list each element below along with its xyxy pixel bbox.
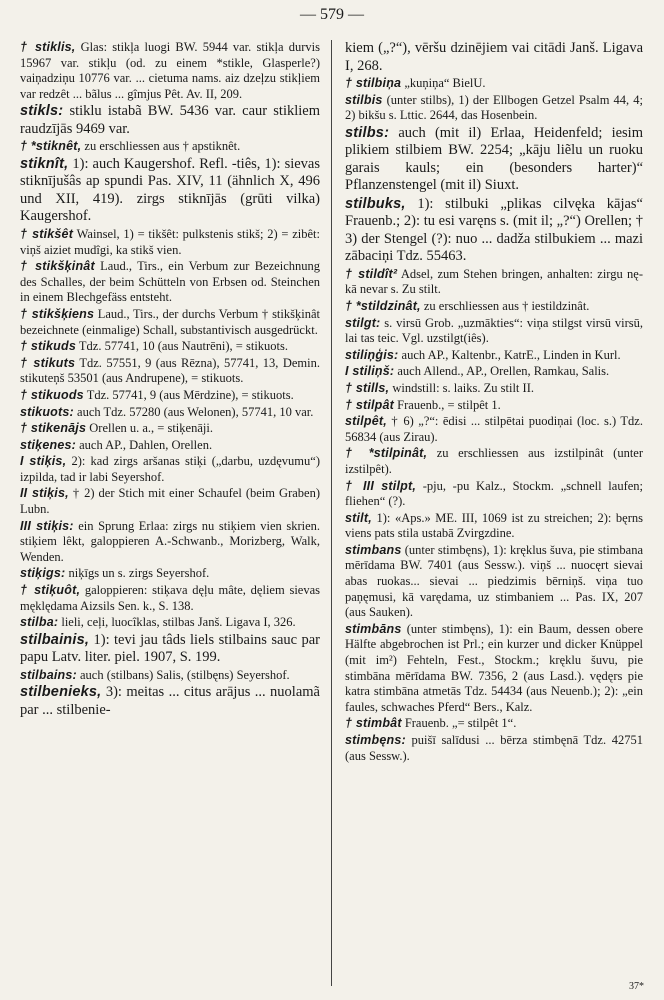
column-divider bbox=[331, 40, 332, 986]
dictionary-entry bbox=[20, 40, 320, 102]
dictionary-entry bbox=[20, 583, 320, 614]
dictionary-entry bbox=[345, 446, 643, 477]
dictionary-entry bbox=[345, 733, 643, 764]
entry-headword: stiliņģis: bbox=[345, 347, 399, 362]
entry-headword: † stildît² bbox=[345, 266, 398, 281]
dictionary-entry bbox=[20, 421, 320, 437]
entry-headword: † stiķuôt, bbox=[20, 583, 81, 598]
dictionary-entry bbox=[345, 364, 643, 380]
dictionary-entry bbox=[20, 454, 320, 485]
dictionary-entry bbox=[20, 339, 320, 355]
entry-headword: stilbis bbox=[345, 92, 383, 107]
entry-headword: stimbęns: bbox=[345, 733, 406, 747]
dictionary-entry bbox=[20, 156, 320, 226]
dictionary-entry bbox=[345, 40, 643, 75]
dictionary-entry bbox=[345, 76, 643, 92]
entry-headword: † III stilpt, bbox=[345, 478, 416, 493]
entry-body: (unter stilbs), 1) der Ellbogen Getzel Psalm 44, 4; 2) bikšu s. Lttic. 2644, das Hosenbein. bbox=[345, 92, 643, 123]
entry-body: 1): auch Kaugershof. Refl. -tiês, 1): sievas stiknījušâs ap spundi Pas. XIV, 11 (ähnlich X, 496 und XII, 419). zirgs stiknījās (grūti vilka) Kaugershof. bbox=[20, 155, 320, 225]
entry-body: † 6) „?“: ēdisi ... stilpētai puodiņai (loc. s.) Tdz. 56834 (aus Zirau). bbox=[345, 414, 643, 444]
dictionary-entry bbox=[345, 299, 643, 315]
entry-body: stiklu istabã BW. 5436 var. caur stikliem raudzījās 9469 var. bbox=[20, 103, 320, 137]
entry-body: puišī salīdusi ... bērza stimbęnā Tdz. 42751 (aus Sessw.). bbox=[345, 733, 643, 763]
entry-body: Wainsel, 1) = tikšêt: pulkstenis stikš; 2) = zibêt: viņš aiziet mudîgi, ka stikš vien. bbox=[20, 226, 320, 257]
entry-body: ein Sprung Erlaa: zirgs nu stiķiem vien skrien. stiķiem lêkt, galoppieren A.-Schwanb., Morizberg, Walk, Wenden. bbox=[20, 518, 321, 564]
entry-body: Frauenb., = stilpêt 1. bbox=[394, 397, 501, 412]
dictionary-entry bbox=[345, 93, 643, 124]
entry-headword: stilbs: bbox=[345, 124, 390, 141]
entry-body: auch Allend., AP., Orellen, Ramkau, Salis. bbox=[394, 364, 610, 379]
entry-body: Laud., Tirs., ein Verbum zur Bezeichnung des Schalles, der beim Schütteln von Erbsen od. Steinchen in einem Blechgefäss entsteht. bbox=[20, 259, 320, 305]
entry-headword: † *stilpinât, bbox=[345, 446, 428, 461]
entry-body: niķīgs un s. zirgs Seyershof. bbox=[65, 566, 210, 581]
entry-headword: stimbāns bbox=[345, 621, 402, 636]
dictionary-entry bbox=[345, 511, 643, 542]
dictionary-entry bbox=[20, 405, 320, 421]
dictionary-entry bbox=[345, 398, 643, 414]
entry-body: (unter stimbęns), 1): kręklus šuva, pie stimbana mērīdama BW. 7401 (aus Sessw.). viņš ... nuocęrt sievai abas ruokas... sievai ... piedzimis bērniņš. viņa tuo paņęmusi, kā varędama, uz stimbaniem ... Pas. IX, 207 (aus Sauken). bbox=[345, 542, 643, 620]
entry-body: „kuņiņa“ BielU. bbox=[401, 76, 486, 90]
entry-headword: † stikenājs bbox=[20, 421, 87, 436]
entry-headword: stikls: bbox=[20, 103, 64, 120]
entry-body: Adsel, zum Stehen bringen, anhalten: zirgu nę-kā nevar s. Zu stilt. bbox=[345, 266, 643, 297]
dictionary-entry bbox=[345, 267, 643, 298]
entry-body: auch AP., Dahlen, Orellen. bbox=[76, 437, 213, 452]
entry-headword: stilbainis, bbox=[20, 631, 90, 648]
entry-headword: I stiķis, bbox=[20, 454, 67, 469]
entry-headword: stilba: bbox=[20, 615, 59, 630]
entry-headword: † stikšķinât bbox=[20, 259, 95, 274]
page-number: — 579 — bbox=[300, 6, 364, 23]
dictionary-entry bbox=[345, 622, 643, 716]
entry-body: Orellen u. a., = stiķenāji. bbox=[86, 421, 213, 436]
entry-headword: III stiķis: bbox=[20, 518, 74, 533]
entry-headword: stikuots: bbox=[20, 404, 74, 419]
dictionary-entry bbox=[345, 543, 643, 621]
entry-headword: † stikuts bbox=[20, 355, 76, 370]
entry-headword: stilgt: bbox=[345, 315, 381, 330]
entry-headword: † stills, bbox=[345, 380, 390, 395]
entry-body: galoppieren: stiķava dęļu mâte, dęliem sievas męklędama Aizsils Sen. k., S. 138. bbox=[20, 583, 320, 613]
entry-body: auch AP., Kaltenbr., KatrE., Linden in Kurl. bbox=[398, 347, 621, 362]
entry-headword: † stikuds bbox=[20, 339, 76, 354]
dictionary-entry bbox=[345, 316, 643, 347]
entry-body: 1): «Aps.» ME. III, 1069 ist zu streichen; 2): bęrns viens pats stila ustabā Zvirgzdine. bbox=[345, 510, 643, 541]
entry-headword: II stiķis, bbox=[20, 486, 69, 501]
entry-body: auch (stilbans) Salis, (stilbęns) Seyershof. bbox=[76, 667, 290, 682]
dictionary-entry bbox=[20, 519, 320, 566]
dictionary-entry bbox=[20, 566, 320, 582]
dictionary-entry bbox=[20, 388, 320, 404]
dictionary-entry bbox=[345, 414, 643, 445]
dictionary-entry bbox=[20, 632, 320, 667]
entry-headword: † stikšêt bbox=[20, 226, 74, 241]
entry-body: Laud., Tirs., der durchs Verbum † stikšķinât bezeichnete (einmalige) Schall, substantivisch ausgedrückt. bbox=[20, 306, 320, 337]
entry-body: 2): kad zirgs aršanas stiķi („darbu, uzdęvumu“) izpilda, tad ir labi Seyershof. bbox=[20, 454, 320, 484]
entry-body: kiem („?“), vēršu dzinējiem vai citādi Janš. Ligava I, 268. bbox=[345, 40, 643, 74]
dictionary-entry bbox=[20, 356, 320, 387]
right-column bbox=[345, 40, 643, 765]
entry-body: zu erschliessen aus † apstiknêt. bbox=[81, 139, 241, 154]
dictionary-entry bbox=[20, 227, 320, 258]
entry-body: zu erschliessen aus izstilpinât (unter izstilpêt). bbox=[345, 446, 644, 476]
dictionary-entry bbox=[345, 348, 643, 364]
entry-headword: stiknît, bbox=[20, 155, 69, 172]
entry-body: auch Tdz. 57280 (aus Welonen), 57741, 10 var. bbox=[73, 404, 314, 419]
dictionary-entry bbox=[20, 139, 320, 155]
dictionary-entry bbox=[20, 307, 320, 338]
dictionary-entry bbox=[20, 259, 320, 306]
entry-body: lieli, ceļi, luocîklas, stilbas Janš. Ligava I, 326. bbox=[58, 615, 296, 630]
entry-body: -pju, -pu Kalz., Stockm. „schnell laufen; fliehen“ (?). bbox=[345, 478, 643, 509]
dictionary-entry bbox=[345, 196, 643, 266]
entry-headword: stiķigs: bbox=[20, 566, 66, 581]
entry-headword: † *stiknêt, bbox=[20, 139, 82, 154]
entry-body: Tdz. 57741, 10 (aus Nautrēni), = stikuots. bbox=[76, 339, 288, 354]
entry-headword: I stiliņš: bbox=[345, 364, 395, 379]
dictionary-entry bbox=[20, 486, 320, 517]
entry-headword: † stikuods bbox=[20, 387, 84, 402]
entry-headword: † stiklis, bbox=[20, 40, 76, 54]
entry-body: † 2) der Stich mit einer Schaufel (beim Graben) Lubn. bbox=[20, 486, 321, 517]
entry-headword: † *stildzinât, bbox=[345, 298, 421, 313]
left-column bbox=[20, 40, 320, 720]
entry-body: Glas: stikļa luogi BW. 5944 var. stikļa durvis 15967 var. stikļu (od. zu einem *stikle, Glasperle?) vaiņadziņu 10776 var. ... cietuma nams. aiz dzeļzu stikļiem var redzêt ... bãlus ... gîmjus Pêt. Av. II, 209. bbox=[20, 40, 320, 101]
signature-mark: 37* bbox=[629, 981, 644, 992]
entry-body: (unter stimbęns), 1): ein Baum, dessen obere Hälfte abgebrochen ist Prl.; ein kurzer und dicker Knüppel (mit im²) Fehteln, Fest., Stockm.; kręklu šuvu, pie stimbāna mērīdama BW. 7356, 2 (aus Lasd.). vędęrs pie katra stimbāna atmetās Tdz. 54434 (aus Neuenb.); 2): „ein faules, schwaches Pferd“ Bers., Kalz. bbox=[345, 621, 643, 714]
entry-body: 3): meitas ... citus arājus ... nuolamã par ... stilbenie- bbox=[20, 684, 320, 718]
entry-body: Tdz. 57551, 9 (aus Rēzna), 57741, 13, Demin. stikuteņš 53501 (aus Andrupene), = stikuots. bbox=[20, 355, 320, 386]
dictionary-entry bbox=[20, 438, 320, 454]
entry-body: Frauenb. „= stilpêt 1“. bbox=[401, 716, 517, 731]
entry-headword: † stilbiņa bbox=[345, 76, 402, 90]
entry-headword: † stilpât bbox=[345, 397, 395, 412]
entry-headword: † stimbât bbox=[345, 716, 402, 731]
entry-body: auch (mit il) Erlaa, Heidenfeld; iesim plikiem stilbiem BW. 2254; „kāju liẽlu un ruoku garais kauls; ein (besonders harter)“ Pflanzenstengel (mit il) Siuxt. bbox=[345, 124, 643, 194]
dictionary-entry bbox=[345, 125, 643, 195]
entry-headword: stilt, bbox=[345, 510, 372, 525]
dictionary-entry bbox=[345, 479, 643, 510]
dictionary-entry bbox=[20, 668, 320, 684]
dictionary-entry bbox=[345, 716, 643, 732]
dictionary-entry bbox=[345, 381, 643, 397]
dictionary-entry bbox=[20, 103, 320, 138]
entry-body: windstill: s. laiks. Zu stilt II. bbox=[389, 380, 534, 395]
entry-headword: stimbans bbox=[345, 542, 402, 557]
entry-headword: stilbains: bbox=[20, 667, 77, 682]
entry-headword: stilbuks, bbox=[345, 195, 406, 212]
entry-headword: stilpêt, bbox=[345, 414, 387, 429]
entry-body: 1): stilbuki „plikas cilvęka kājas“ Frauenb.; 2): tu esi varęns s. (mit il; „?“) Orellen; † 3) der Stengel (?): nuo ... dadža stilbukiem ... mazi zābaciņi Tdz. 55463. bbox=[345, 195, 643, 265]
entry-body: s. virsū Grob. „uzmākties“: viņa stilgst virsū virsū, lai tas teic. Vgl. uzstilgt(iês). bbox=[345, 315, 643, 346]
entry-headword: † stikšķiens bbox=[20, 306, 95, 321]
entry-headword: stilbenieks, bbox=[20, 684, 102, 701]
entry-headword: stiķenes: bbox=[20, 437, 76, 452]
dictionary-entry bbox=[20, 684, 320, 719]
dictionary-entry bbox=[20, 615, 320, 631]
entry-body: 1): tevi jau tâds liels stilbains sauc par papu Latv. liter. piel. 1907, S. 199. bbox=[20, 631, 320, 666]
entry-body: zu erschliessen aus † iestildzinât. bbox=[420, 298, 590, 313]
entry-body: Tdz. 57741, 9 (aus Mērdzine), = stikuots. bbox=[83, 387, 294, 402]
